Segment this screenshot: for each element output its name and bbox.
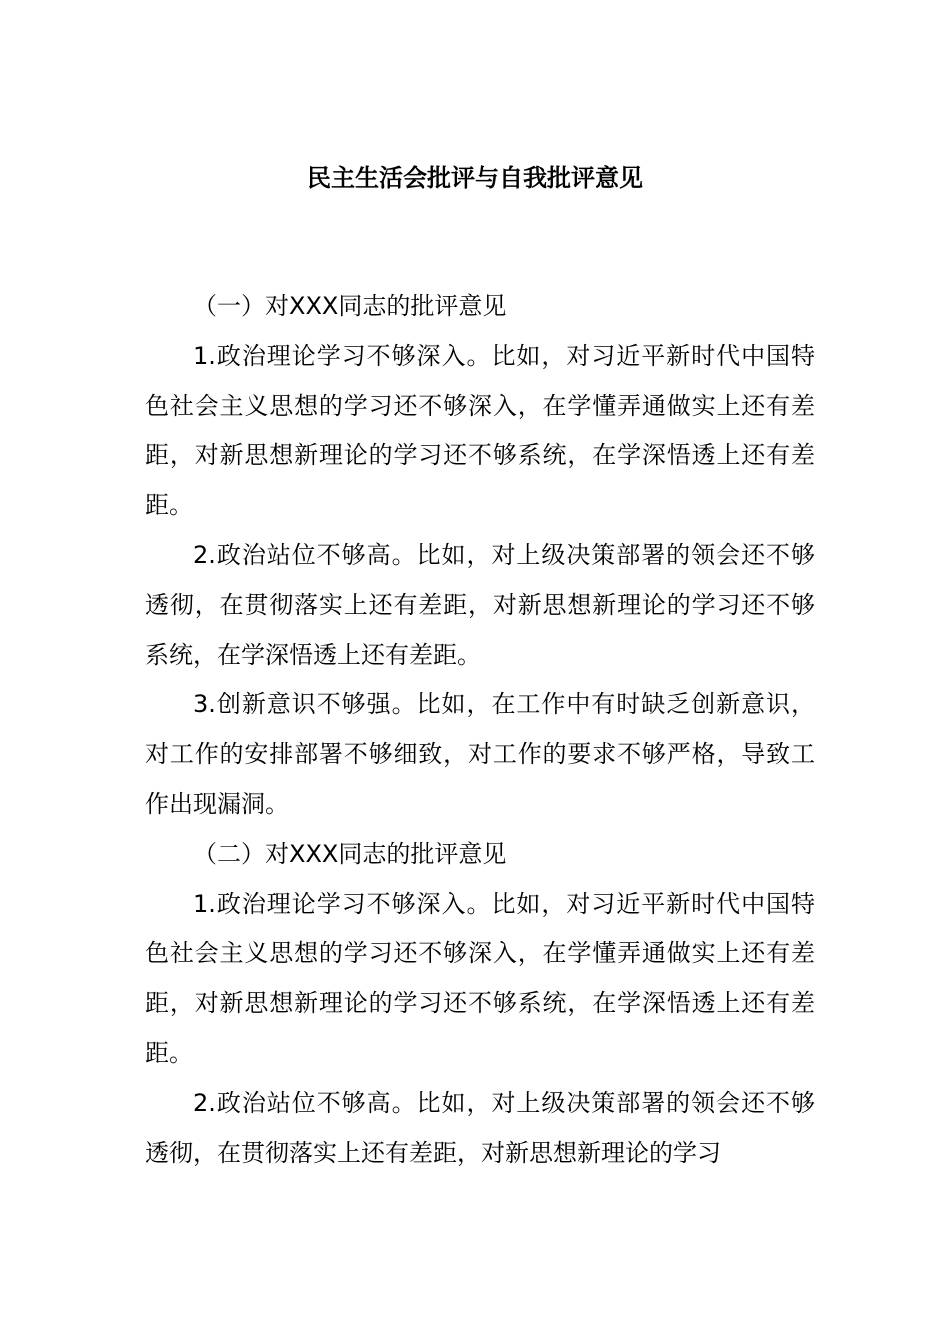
paragraph: 1.政治理论学习不够深入。比如，对习近平新时代中国特色社会主义思想的学习还不够深入，在学懂弄通做实上还有差距，对新思想新理论的学习还不够系统，在学深悟透上还有差距。 xyxy=(145,889,815,1067)
paragraph: 2.政治站位不够高。比如，对上级决策部署的领会还不够透彻，在贯彻落实上还有差距，对新思想新理论的学习还不够系统，在学深悟透上还有差距。 xyxy=(145,540,815,669)
paragraph: 2.政治站位不够高。比如，对上级决策部署的领会还不够透彻，在贯彻落实上还有差距，对新思想新理论的学习 xyxy=(145,1088,815,1167)
paragraph: 3.创新意识不够强。比如，在工作中有时缺乏创新意识，对工作的安排部署不够细致，对工作的要求不够严格，导致工作出现漏洞。 xyxy=(145,690,815,818)
document-body xyxy=(145,282,815,1178)
document-title: 民主生活会批评与自我批评意见 xyxy=(307,164,643,192)
section-heading-2: （二）对XXX同志的批评意见 xyxy=(193,839,507,868)
paragraph: 1.政治理论学习不够深入。比如，对习近平新时代中国特色社会主义思想的学习还不够深入，在学懂弄通做实上还有差距，对新思想新理论的学习还不够系统，在学深悟透上还有差距。 xyxy=(145,341,815,520)
section-heading-1: （一）对XXX同志的批评意见 xyxy=(193,292,507,320)
